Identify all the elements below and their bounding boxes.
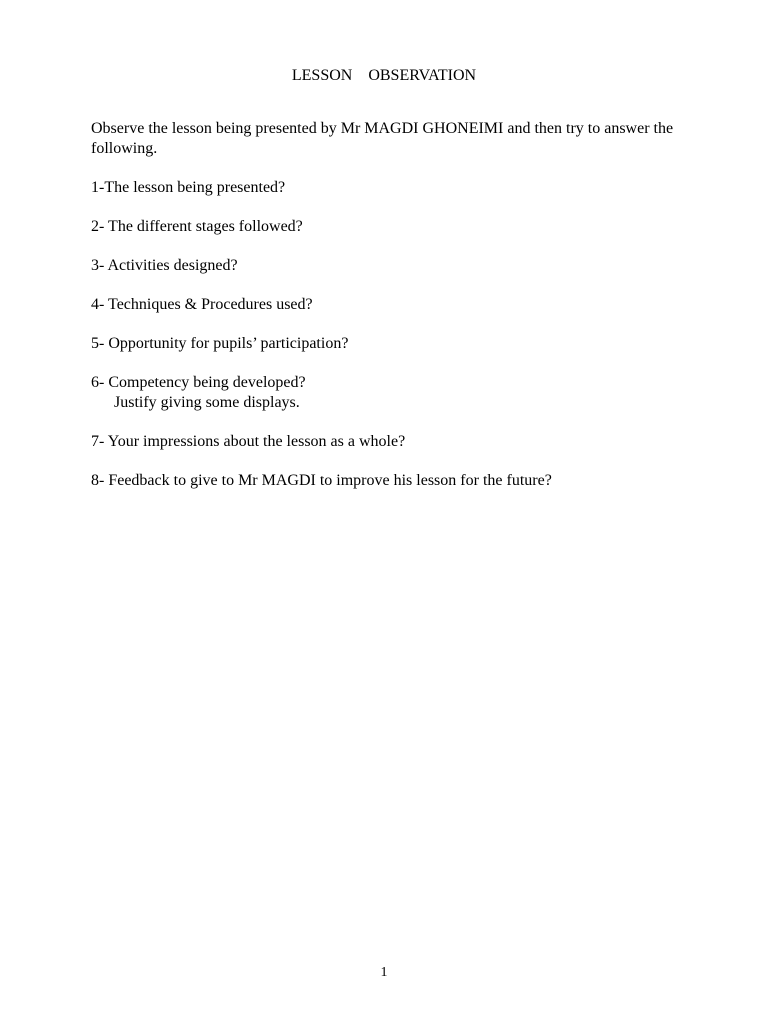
question-7: 7- Your impressions about the lesson as a whole?: [91, 433, 406, 450]
question-3: 3- Activities designed?: [91, 257, 238, 274]
page-number: 1: [380, 965, 388, 980]
question-1: 1-The lesson being presented?: [91, 179, 286, 196]
question-8: 8- Feedback to give to Mr MAGDI to improve his lesson for the future?: [91, 472, 552, 489]
question-2: 2- The different stages followed?: [91, 218, 303, 235]
question-5: 5- Opportunity for pupils’ participation?: [91, 335, 349, 352]
question-6: 6- Competency being developed?: [91, 374, 306, 391]
document-title: LESSON OBSERVATION: [291, 67, 477, 84]
question-6-subtext: Justify giving some displays.: [114, 394, 300, 411]
question-4: 4- Techniques & Procedures used?: [91, 296, 313, 313]
intro-paragraph: Observe the lesson being presented by Mr MAGDI GHONEIMI and then try to answer the following.: [91, 120, 674, 157]
